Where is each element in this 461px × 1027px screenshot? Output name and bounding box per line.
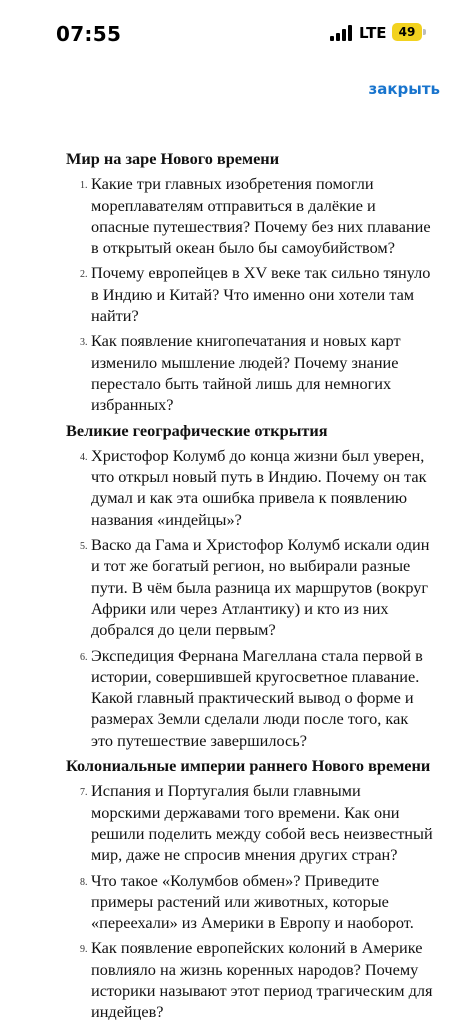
question-number: 9. bbox=[80, 944, 88, 956]
question-number: 8. bbox=[80, 876, 88, 888]
question-text: Какие три главных изобретения помогли мореплавателям отправиться в далёкие и опасные путешествия? Почему без них плавание в открытый океан было бы самоубийством? bbox=[91, 174, 431, 258]
question-number: 6. bbox=[80, 651, 88, 663]
cellular-signal-icon bbox=[330, 25, 352, 41]
section-title: Колониальные империи раннего Нового времени bbox=[66, 756, 431, 776]
document-content bbox=[66, 148, 434, 1027]
question-number: 4. bbox=[80, 451, 88, 463]
question-item bbox=[80, 534, 434, 640]
question-item bbox=[80, 937, 434, 1022]
question-text: Как появление европейских колоний в Америке повлияло на жизнь коренных народов? Почему историки называют этот период трагическим для индейцев? bbox=[91, 938, 433, 1022]
question-number: 2. bbox=[80, 269, 88, 281]
question-number: 1. bbox=[80, 180, 88, 192]
question-item bbox=[80, 262, 434, 326]
section-title: Великие географические открытия bbox=[66, 420, 328, 440]
battery-level: 49 bbox=[398, 25, 416, 39]
status-time: 07:55 bbox=[56, 22, 122, 46]
battery-icon bbox=[392, 23, 422, 41]
question-number: 7. bbox=[80, 787, 88, 799]
question-text: Испания и Португалия были главными морскими державами того времени. Как они решили поделить между собой весь неизвестный мир, даже не спросив мнения других стран? bbox=[91, 781, 433, 865]
status-bar bbox=[0, 0, 461, 66]
battery-tip-icon bbox=[423, 29, 426, 35]
question-text: Васко да Гама и Христофор Колумб искали один и тот же богатый регион, но выбирали разные пути. В чём была разница их маршрутов (вокруг Африки или через Атлантику) и кто из них добрался до цели первым? bbox=[91, 535, 430, 640]
section bbox=[66, 755, 434, 1023]
question-number: 3. bbox=[80, 337, 88, 349]
close-button[interactable]: закрыть bbox=[368, 80, 440, 98]
section bbox=[66, 148, 434, 416]
question-text: Почему европейцев в XV веке так сильно тянуло в Индию и Китай? Что именно они хотели там найти? bbox=[91, 263, 431, 326]
question-text: Христофор Колумб до конца жизни был уверен, что открыл новый путь в Индию. Почему он так думал и как эта ошибка привела к появлению названия «индейцы»? bbox=[91, 445, 427, 529]
section-title: Мир на заре Нового времени bbox=[66, 149, 280, 168]
question-item bbox=[80, 645, 434, 751]
section bbox=[66, 420, 434, 751]
question-item bbox=[80, 780, 434, 865]
question-number: 5. bbox=[80, 541, 88, 553]
question-text: Экспедиция Фернана Магеллана стала первой в истории, совершившей кругосветное плавание. Какой главный практический вывод о форме и размерах Земли сделали люди после того, как это путешествие завершилось? bbox=[91, 645, 423, 750]
question-item bbox=[80, 870, 434, 934]
question-text: Как появление книгопечатания и новых карт изменило мышление людей? Почему знание перестало быть тайной лишь для немногих избранных? bbox=[91, 331, 401, 415]
question-text: Что такое «Колумбов обмен»? Приведите примеры растений или животных, которые «переехали» из Америки в Европу и наоборот. bbox=[91, 870, 414, 933]
question-item bbox=[80, 330, 434, 415]
question-item bbox=[80, 445, 434, 530]
network-type: LTE bbox=[359, 24, 387, 42]
question-item bbox=[80, 173, 434, 258]
